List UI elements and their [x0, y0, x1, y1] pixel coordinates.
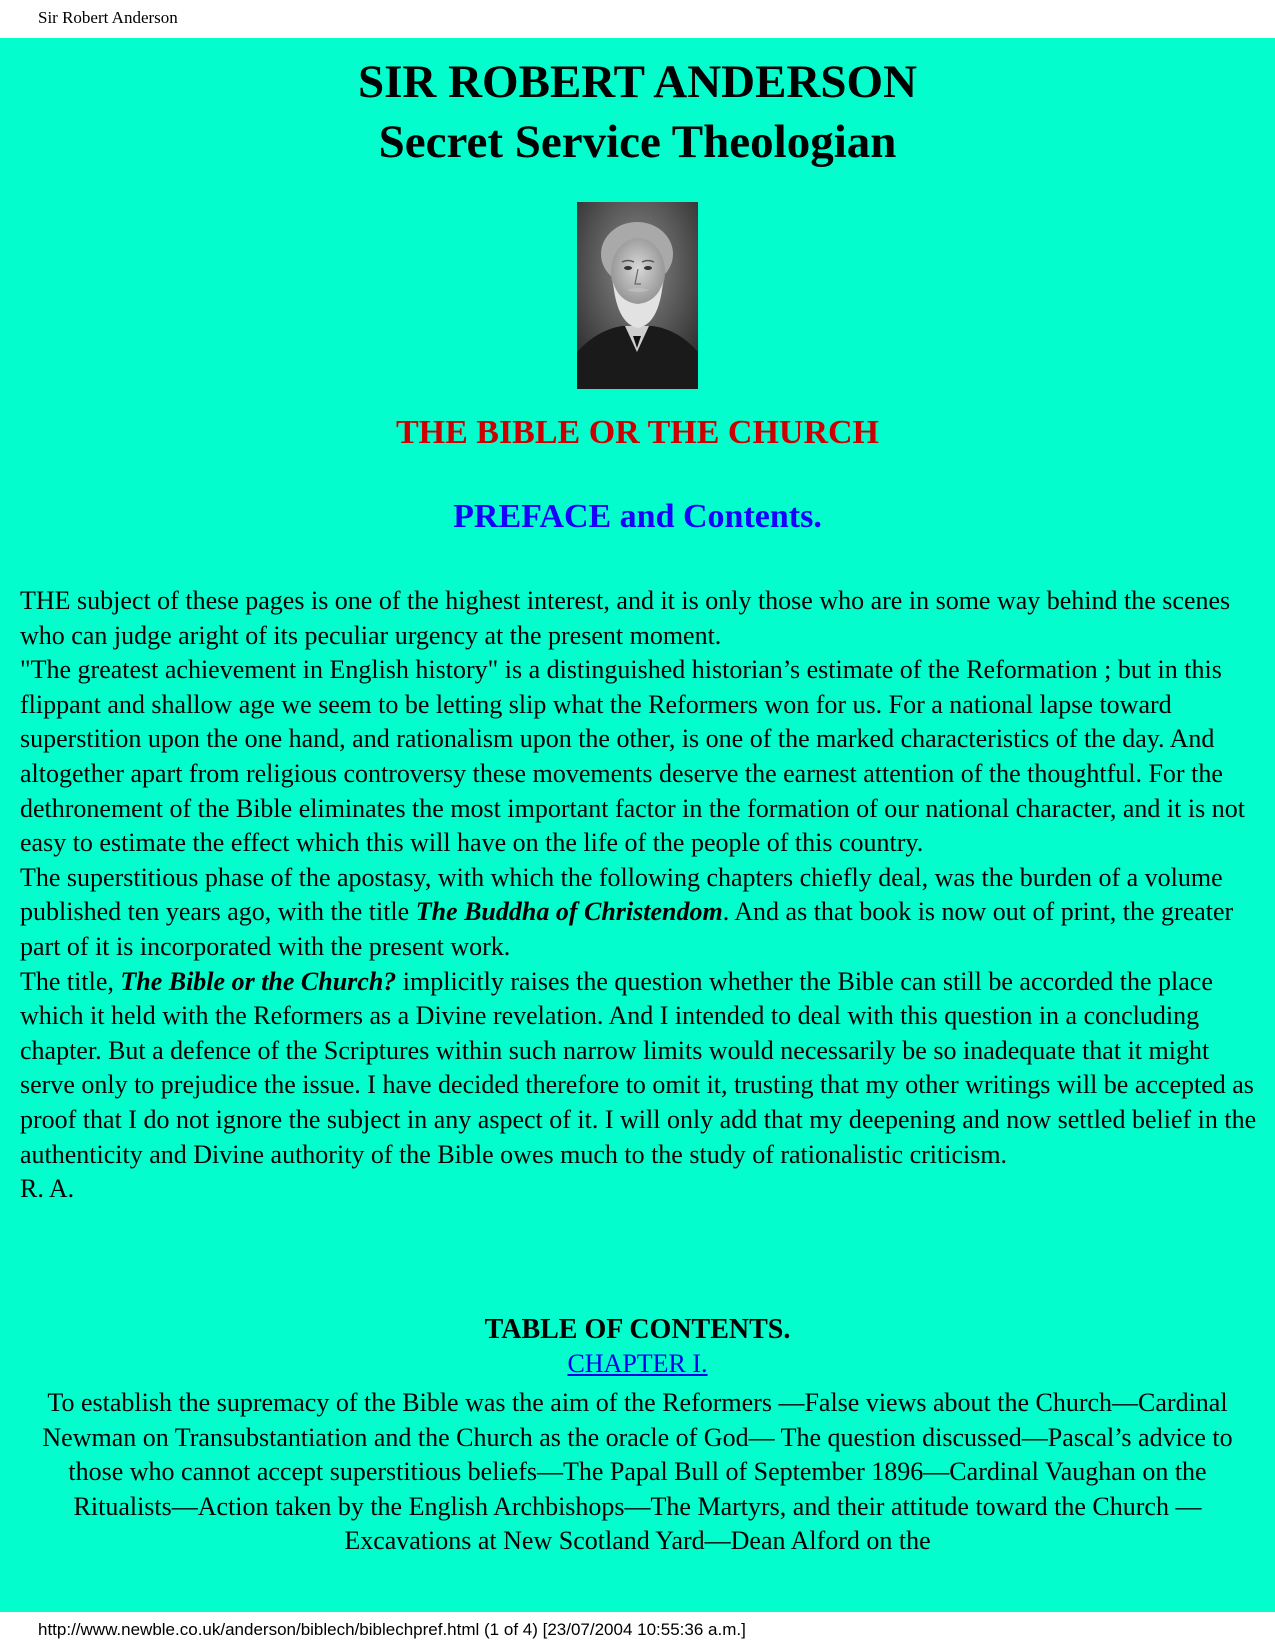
book-title: THE BIBLE OR THE CHURCH	[395, 414, 880, 451]
page-title-line2: Secret Service Theologian	[378, 116, 897, 168]
preface-paragraph-3-before: The superstitious phase of the apostasy, with which the following chapters chiefly deal, was the burden of a volume published ten years ago, with the title	[20, 862, 1223, 927]
preface-signature: R. A.	[20, 1174, 75, 1204]
preface-text	[20, 584, 1260, 1207]
chapter-1-link[interactable]: CHAPTER I.	[567, 1349, 708, 1378]
print-footer	[0, 1612, 1275, 1651]
chapter-1-summary: To establish the supremacy of the Bible was the aim of the Reformers —False views about the Church—Cardinal Newman on Transubstantiation and the Church as the oracle of God— The question discussed—Pascal’s advice to those who cannot accept superstitious beliefs—The Papal Bull of September 1896—Cardinal Vaughan on the Ritualists—Action taken by the English Archbishops—The Martyrs, and their attitude toward the Church —Excavations at New Scotland Yard—Dean Alford on the	[42, 1388, 1233, 1556]
book-reference-buddha: The Buddha of Christendom	[415, 897, 723, 927]
portrait-image	[577, 202, 698, 389]
book-reference-bible-or-church: The Bible or the Church?	[120, 966, 397, 996]
print-footer-url: http://www.newble.co.uk/anderson/biblech/biblechpref.html (1 of 4) [23/07/2004 10:55:36 a.m.]	[38, 1620, 746, 1639]
preface-paragraph-4-before: The title,	[20, 966, 121, 996]
print-header-title: Sir Robert Anderson	[38, 8, 178, 27]
toc-chapter-1	[0, 1349, 1275, 1379]
print-header	[0, 0, 1275, 38]
preface-paragraph-1: THE subject of these pages is one of the highest interest, and it is only those who are in some way behind the scenes who can judge aright of its peculiar urgency at the present moment.	[20, 586, 1231, 650]
preface-paragraph-4-after: implicitly raises the question whether the Bible can still be accorded the place which it held with the Reformers as a Divine revelation. And I intended to deal with this question in a concluding chapter. But a defence of the Scriptures within such narrow limits would necessarily be so inadequate that it might serve only to prejudice the issue. I have decided therefore to omit it, trusting that my other writings will be accepted as proof that I do not ignore the subject in any aspect of it. I will only add that my deepening and now settled belief in the authenticity and Divine authority of the Bible owes much to the study of rationalistic criticism.	[20, 966, 1257, 1169]
preface-paragraph-4	[20, 965, 1260, 1173]
page-title-line1: SIR ROBERT ANDERSON	[357, 56, 918, 108]
preface-paragraph-3	[20, 861, 1260, 965]
toc-heading: TABLE OF CONTENTS.	[484, 1314, 791, 1345]
page-content	[0, 38, 1275, 1612]
preface-paragraph-3-after: . And as that book is now out of print, the greater part of it is incorporated with the present work.	[20, 897, 1234, 961]
page-title	[0, 52, 1275, 172]
section-title: PREFACE and Contents.	[453, 498, 822, 535]
preface-paragraph-2: "The greatest achievement in English history" is a distinguished historian’s estimate of the Reformation ; but in this flippant and shallow age we seem to be letting slip what the Reformers won for us. For a national lapse toward superstition upon the one hand, and rationalism upon the other, is one of the marked characteristics of the day. And altogether apart from religious controversy these movements deserve the earnest attention of the thoughtful. For the dethronement of the Bible eliminates the most important factor in the formation of our national character, and it is not easy to estimate the effect which this will have on the life of the people of this country.	[20, 655, 1245, 858]
portrait-photo-icon	[577, 202, 698, 389]
